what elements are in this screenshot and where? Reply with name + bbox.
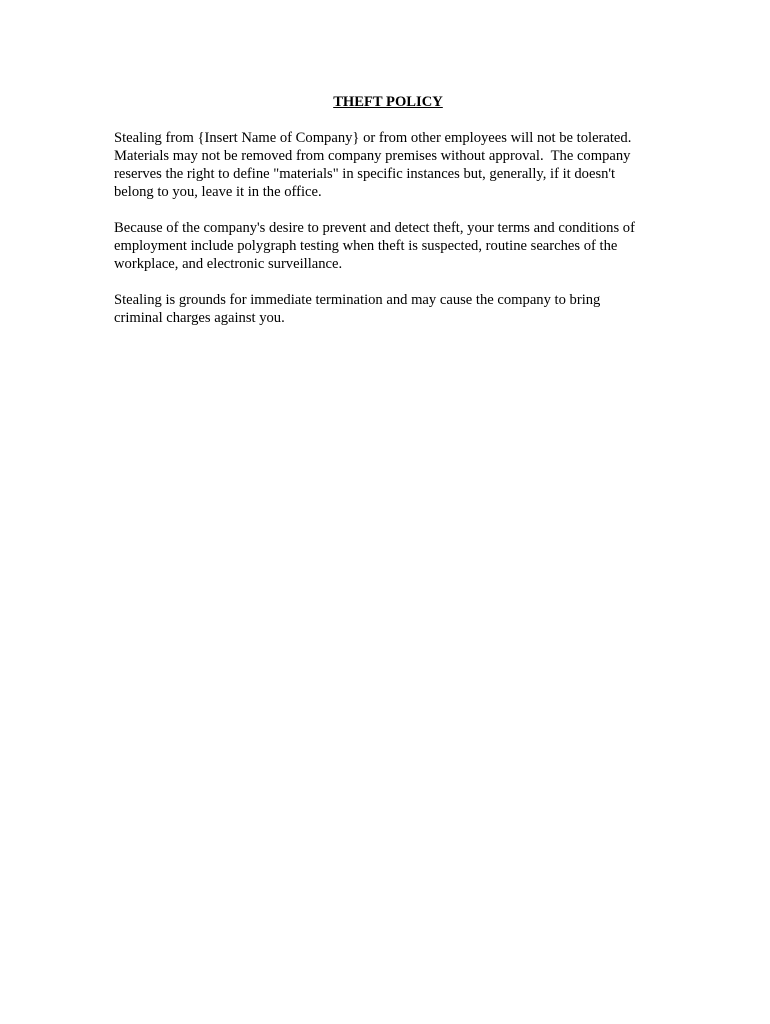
paragraph-line: criminal charges against you. xyxy=(114,310,285,326)
paragraph-2 xyxy=(114,219,662,273)
paragraph-1 xyxy=(114,129,662,201)
paragraph-line: Stealing is grounds for immediate termination and may cause the company to bring xyxy=(114,292,601,308)
document-body xyxy=(114,93,662,345)
document-title: THEFT POLICY xyxy=(333,94,443,110)
paragraph-line: employment include polygraph testing when theft is suspected, routine searches of the xyxy=(114,238,618,254)
paragraph-line: Because of the company's desire to prevent and detect theft, your terms and conditions of xyxy=(114,220,635,236)
paragraph-3 xyxy=(114,291,662,327)
paragraph-line: Stealing from {Insert Name of Company} or from other employees will not be tolerated. xyxy=(114,130,632,146)
paragraph-line: reserves the right to define "materials" in specific instances but, generally, if it doesn't xyxy=(114,166,616,182)
paragraph-line: Materials may not be removed from company premises without approval. The company xyxy=(114,148,631,164)
paragraph-line: workplace, and electronic surveillance. xyxy=(114,256,343,272)
paragraph-line: belong to you, leave it in the office. xyxy=(114,184,322,200)
